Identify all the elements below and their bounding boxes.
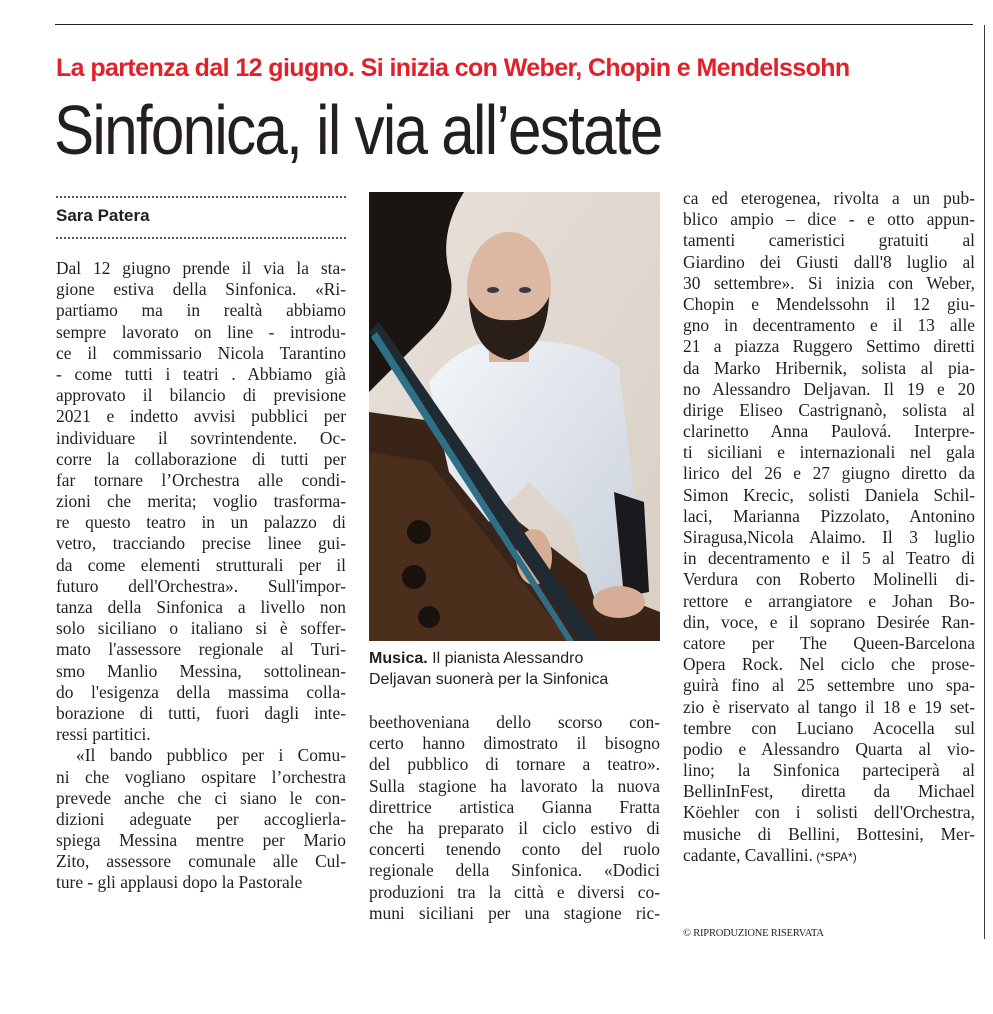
body-text-line: regionale della Sinfonica. «Dodici [369, 860, 660, 881]
body-column-1 [56, 258, 346, 894]
body-text-line: prevede anche che ci siano le con- [56, 787, 346, 808]
body-text-line: che ha preparato il ciclo estivo di [369, 817, 660, 838]
body-text-line: 30 settembre». Si inizia con Weber, [683, 272, 975, 293]
body-text-line: partiamo ma in realtà abbiamo [56, 300, 346, 321]
body-text-line: futuro dell'Orchestra». Sull'impor- [56, 575, 346, 596]
body-text-line: catore per The Queen-Barcelona [683, 632, 975, 653]
body-text-line: ni che vogliano ospitare l’orchestra [56, 766, 346, 787]
article-photo [369, 192, 660, 641]
body-text-line: ti siciliani e internazionali nel gala [683, 442, 975, 463]
body-text-line: «Il bando pubblico per i Comu- [76, 745, 346, 766]
byline-divider-top [56, 196, 346, 198]
body-text-line: tamenti cameristici gratuiti al [683, 230, 975, 251]
body-text-line: sempre lavorato on line - introdu- [56, 321, 346, 342]
body-text-line: Siragusa,Nicola Alaimo. Il 3 luglio [683, 527, 975, 547]
body-text-line: blico ampio – dice - e otto appun- [683, 209, 975, 230]
body-text-line: gione estiva della Sinfonica. «Ri- [56, 279, 346, 300]
body-text-line: solo siciliano o italiano si è soffer- [56, 618, 346, 639]
body-text-line: ca ed eterogenea, rivolta a un pub- [683, 188, 975, 208]
body-text-line: spiega Messina mentre per Mario [56, 830, 346, 851]
body-text-line: Giardino dei Giusti dall'8 luglio al [683, 251, 975, 272]
body-text-line: mato l'assessore regionale al Turi- [56, 639, 346, 660]
body-text-line: cadante, Cavallini. (*SPA*) [683, 844, 857, 865]
body-text-line: borazione di tutti, fuori dagli inte- [56, 702, 346, 723]
byline: Sara Patera [56, 206, 150, 225]
body-text-line: Simon Krecic, solisti Daniela Schil- [683, 484, 975, 505]
body-text-line: approvato il bilancio di previsione [56, 385, 346, 406]
body-text-line: 2021 e indetto avvisi pubblici per [56, 406, 346, 427]
body-text-line: din, voce, e il soprano Desirée Ran- [683, 611, 975, 632]
body-text-line: tembre con Luciano Acocella sul [683, 717, 975, 738]
body-text-line: re questo teatro in un palazzo di [56, 512, 346, 533]
body-text-line: far tornare l’Orchestra alle condi- [56, 469, 346, 490]
caption-line-2: Deljavan suonerà per la Sinfonica [369, 671, 609, 688]
body-text-line: dirige Eliseo Castrignanò, solista al [683, 399, 975, 420]
body-text-line: produzioni tra la città e diversi co- [369, 881, 660, 902]
caption-lead: Musica. [369, 650, 428, 667]
body-text-line: Zito, assessore comunale alle Cul- [56, 851, 346, 872]
body-text-line: certo hanno dimostrato il bisogno [369, 733, 660, 754]
author-signature: (*SPA*) [812, 849, 857, 864]
body-text-line: beethoveniana dello scorso con- [369, 712, 660, 732]
body-text-line: da Marko Hribernik, solista al pia- [683, 357, 975, 378]
body-text-line: dizioni adeguate per accoglierla- [56, 808, 346, 829]
body-text-line: laci, Marianna Pizzolato, Antonino [683, 505, 975, 526]
body-text-line: Dal 12 giugno prende il via la sta- [56, 258, 346, 278]
body-text-line: muni siciliani per una stagione ric- [369, 902, 660, 923]
body-text-line: del pubblico di tornare a teatro». [369, 754, 660, 775]
body-text-line: ture - gli applausi dopo la Pastorale [56, 872, 303, 893]
kicker: La partenza dal 12 giugno. Si inizia con Weber, Chopin e Mendelssohn [56, 54, 850, 82]
body-text-line: zioni che merita; voglio trasforma- [56, 491, 346, 512]
body-text-line: BellinInFest, diretta da Michael [683, 781, 975, 802]
body-text-line: zio è riservato al tango il 18 e 19 set- [683, 696, 975, 717]
body-text-line: Verdura con Roberto Molinelli di- [683, 569, 975, 590]
top-rule [55, 24, 973, 25]
photo-caption [369, 648, 669, 690]
body-text-line: do l'esigenza della massima colla- [56, 681, 346, 702]
body-text-line: Köehler con i solisti dell'Orchestra, [683, 802, 975, 823]
body-text-line: podio e Alessandro Quarta al vio- [683, 738, 975, 759]
body-text-line: 21 a piazza Ruggero Settimo diretti [683, 336, 975, 357]
body-text-line: Sulla stagione ha lavorato la nuova [369, 775, 660, 796]
body-column-2 [369, 712, 660, 924]
caption-line-1: Il pianista Alessandro [432, 650, 584, 667]
body-text-line: no Alessandro Deljavan. Il 19 e 20 [683, 378, 975, 399]
body-text-line: musiche di Bellini, Bottesini, Mer- [683, 823, 975, 844]
copyright-notice: © RIPRODUZIONE RISERVATA [683, 928, 824, 939]
body-text-line: da come elementi strutturali per il [56, 554, 346, 575]
body-text-line: gno in decentramento e il 13 alle [683, 315, 975, 336]
body-text-line: Chopin e Mendelssohn il 12 giu- [683, 293, 975, 314]
pianist-photo-illustration [369, 192, 660, 641]
body-column-3 [683, 188, 975, 866]
body-text-line: guirà fino al 25 settembre uno spa- [683, 675, 975, 696]
body-text-line: in decentramento e il 5 al Teatro di [683, 548, 975, 569]
body-text-line: ressi partitici. [56, 724, 151, 745]
body-text-line: tanza della Sinfonica a livello non [56, 597, 346, 617]
body-text-line: clarinetto Anna Paulová. Interpre- [683, 421, 975, 442]
byline-divider-bottom [56, 237, 346, 239]
body-text-line: individuare il sovrintendente. Oc- [56, 427, 346, 448]
body-text-line: ce il commissario Nicola Tarantino [56, 342, 346, 363]
body-text-line: vetro, tracciando precise linee gui- [56, 533, 346, 554]
body-text-line: concerti tenendo conto del ruolo [369, 839, 660, 860]
body-text-line: Opera Rock. Nel ciclo che prose- [683, 654, 975, 675]
body-text-line: corre la collaborazione di tutti per [56, 448, 346, 469]
body-text-line: lino; la Sinfonica parteciperà al [683, 760, 975, 781]
body-text-line: - come tutti i teatri . Abbiamo già [56, 363, 346, 384]
body-text-line: direttrice artistica Gianna Fratta [369, 796, 660, 817]
headline: Sinfonica, il via all’estate [54, 91, 662, 169]
body-text-line: rettore e arrangiatore e Johan Bo- [683, 590, 975, 611]
body-text-line: smo Manlio Messina, sottolinean- [56, 660, 346, 681]
right-column-rule [984, 25, 985, 939]
body-text-line: lirico del 26 e 27 giugno diretto da [683, 463, 975, 484]
